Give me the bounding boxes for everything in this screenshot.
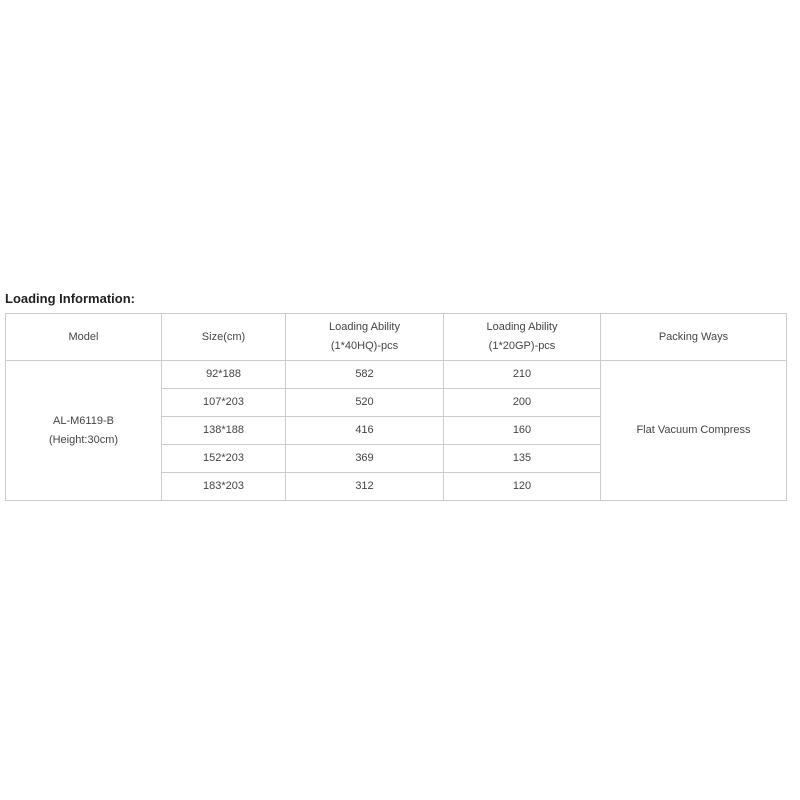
header-loading-20gp-line1: Loading Ability [486,321,558,333]
loading-20gp-cell: 135 [444,445,601,473]
size-cell: 152*203 [162,445,286,473]
model-cell [6,361,162,501]
loading-40hq-cell: 312 [286,473,444,501]
size-cell: 92*188 [162,361,286,389]
table-header-row [6,314,787,361]
loading-40hq-cell: 582 [286,361,444,389]
packing-way-cell: Flat Vacuum Compress [601,361,787,501]
size-cell: 107*203 [162,389,286,417]
model-name: AL-M6119-B [53,414,114,427]
section-title: Loading Information: [5,291,135,306]
header-loading-40hq-line2: (1*40HQ)-pcs [330,340,399,352]
size-cell: 138*188 [162,417,286,445]
loading-20gp-cell: 160 [444,417,601,445]
loading-information-table [5,313,787,501]
loading-40hq-cell: 416 [286,417,444,445]
loading-40hq-cell: 520 [286,389,444,417]
loading-20gp-cell: 210 [444,361,601,389]
header-loading-20gp [444,314,601,361]
size-cell: 183*203 [162,473,286,501]
header-packing-ways: Packing Ways [601,314,787,361]
model-height: (Height:30cm) [48,433,119,446]
header-loading-40hq [286,314,444,361]
header-loading-20gp-line2: (1*20GP)-pcs [488,340,556,352]
loading-20gp-cell: 120 [444,473,601,501]
header-model: Model [6,314,162,361]
header-loading-40hq-line1: Loading Ability [329,321,400,333]
header-size: Size(cm) [162,314,286,361]
loading-20gp-cell: 200 [444,389,601,417]
table-row [6,361,787,389]
loading-40hq-cell: 369 [286,445,444,473]
